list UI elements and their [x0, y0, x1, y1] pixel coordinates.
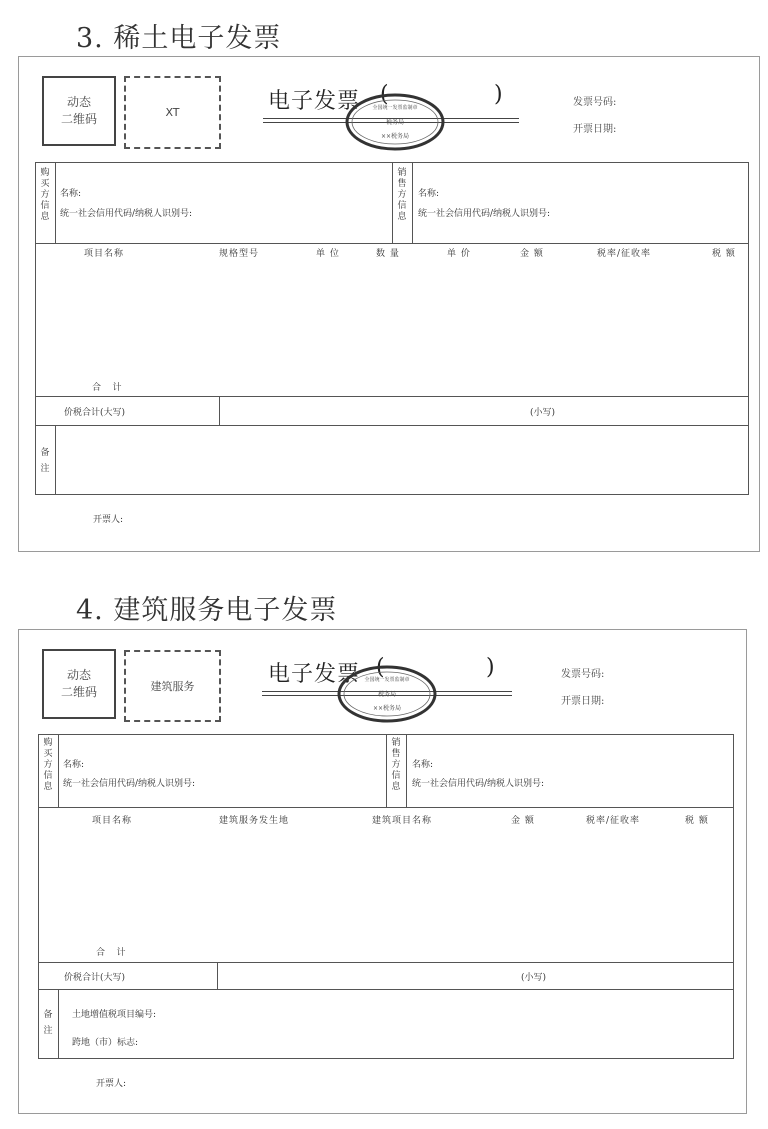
divider: [55, 425, 56, 495]
paren-open: (: [380, 82, 389, 107]
invoice-number-label: 发票号码:: [561, 669, 605, 680]
seal-text-top: 全国统一发票监制章: [372, 105, 418, 111]
seller-taxid-label: 统一社会信用代码/纳税人识别号:: [412, 779, 545, 789]
qr-label: 动态 二维码: [60, 668, 97, 699]
divider: [386, 734, 387, 808]
col-item-name: 项目名称: [92, 816, 133, 826]
remark-line-land-vat: 土地增值税项目编号:: [72, 1010, 157, 1020]
issue-date-label: 开票日期:: [561, 696, 605, 707]
seller-name-label: 名称:: [418, 189, 440, 199]
divider: [55, 162, 56, 244]
invoice-type-mark: [124, 76, 221, 149]
seller-name-label: 名称:: [412, 760, 434, 770]
buyer-taxid-label: 统一社会信用代码/纳税人识别号:: [63, 779, 196, 789]
col-tax-amount: 税 额: [685, 816, 709, 826]
qr-code-placeholder: [42, 76, 116, 146]
divider: [412, 162, 413, 244]
seal-text-mid: 税务局: [377, 691, 396, 698]
col-unit: 单 位: [316, 249, 340, 259]
issuer-label: 开票人:: [96, 1079, 127, 1089]
issuer-label: 开票人:: [93, 515, 124, 525]
remarks-label: 备注: [43, 1010, 53, 1036]
col-service-location: 建筑服务发生地: [219, 816, 290, 826]
amount-words-label: 价税合计(大写): [64, 408, 126, 418]
total-label: 合 计: [92, 383, 122, 393]
divider: [392, 162, 393, 244]
qr-code-placeholder: [42, 649, 116, 719]
seller-info-label: 销售方信息: [397, 168, 407, 222]
buyer-info-label: 购买方信息: [40, 168, 50, 222]
invoice-title: 电子发票: [268, 662, 361, 687]
remarks-box: [35, 425, 749, 495]
buyer-info-label: 购买方信息: [43, 738, 53, 792]
invoice-type-mark: [124, 650, 221, 722]
section-title: 4. 建筑服务电子发票: [76, 595, 338, 626]
invoice-type-label: 建筑服务: [150, 680, 195, 693]
col-amount: 金 额: [520, 249, 544, 259]
amount-row: [35, 396, 749, 426]
paren-close: ): [486, 655, 495, 680]
col-spec: 规格型号: [219, 249, 260, 259]
buyer-name-label: 名称:: [63, 760, 85, 770]
col-project-name: 建筑项目名称: [372, 816, 433, 826]
amount-words-label: 价税合计(大写): [64, 973, 126, 983]
divider: [58, 989, 59, 1059]
divider: [219, 396, 220, 426]
total-label: 合 计: [96, 948, 126, 958]
issue-date-label: 开票日期:: [573, 124, 617, 135]
divider: [217, 962, 218, 990]
seller-taxid-label: 统一社会信用代码/纳税人识别号:: [418, 209, 551, 219]
col-unit-price: 单 价: [447, 249, 471, 259]
col-amount: 金 额: [511, 816, 535, 826]
seal-text-top: 全国统一发票监制章: [364, 677, 410, 683]
seal-text-bottom: ××税务局: [380, 133, 410, 140]
amount-small-label: (小写): [521, 973, 547, 983]
paren-close: ): [494, 82, 503, 107]
seller-info-label: 销售方信息: [391, 738, 401, 792]
col-tax-rate: 税率/征收率: [586, 816, 641, 826]
invoice-title: 电子发票: [268, 89, 361, 114]
amount-small-label: (小写): [530, 408, 556, 418]
divider: [58, 734, 59, 808]
tax-seal: [344, 92, 446, 152]
divider: [406, 734, 407, 808]
tax-seal: [336, 664, 438, 724]
section-title: 3. 稀土电子发票: [76, 23, 282, 54]
items-table: [35, 243, 749, 397]
buyer-name-label: 名称:: [60, 189, 82, 199]
remark-line-cross-region: 跨地（市）标志:: [72, 1038, 139, 1048]
invoice-type-label: XT: [165, 106, 180, 119]
invoice-number-label: 发票号码:: [573, 97, 617, 108]
seal-text-bottom: ××税务局: [372, 705, 402, 712]
col-item-name: 项目名称: [84, 249, 125, 259]
col-quantity: 数 量: [376, 249, 400, 259]
paren-open: (: [376, 655, 385, 680]
buyer-taxid-label: 统一社会信用代码/纳税人识别号:: [60, 209, 193, 219]
seal-text-mid: 税务局: [385, 119, 404, 126]
qr-label: 动态 二维码: [60, 95, 97, 126]
amount-row: [38, 962, 734, 990]
remarks-box: [38, 989, 734, 1059]
col-tax-rate: 税率/征收率: [597, 249, 652, 259]
items-table: [38, 807, 734, 963]
remarks-label: 备注: [40, 448, 50, 474]
col-tax-amount: 税 额: [712, 249, 736, 259]
